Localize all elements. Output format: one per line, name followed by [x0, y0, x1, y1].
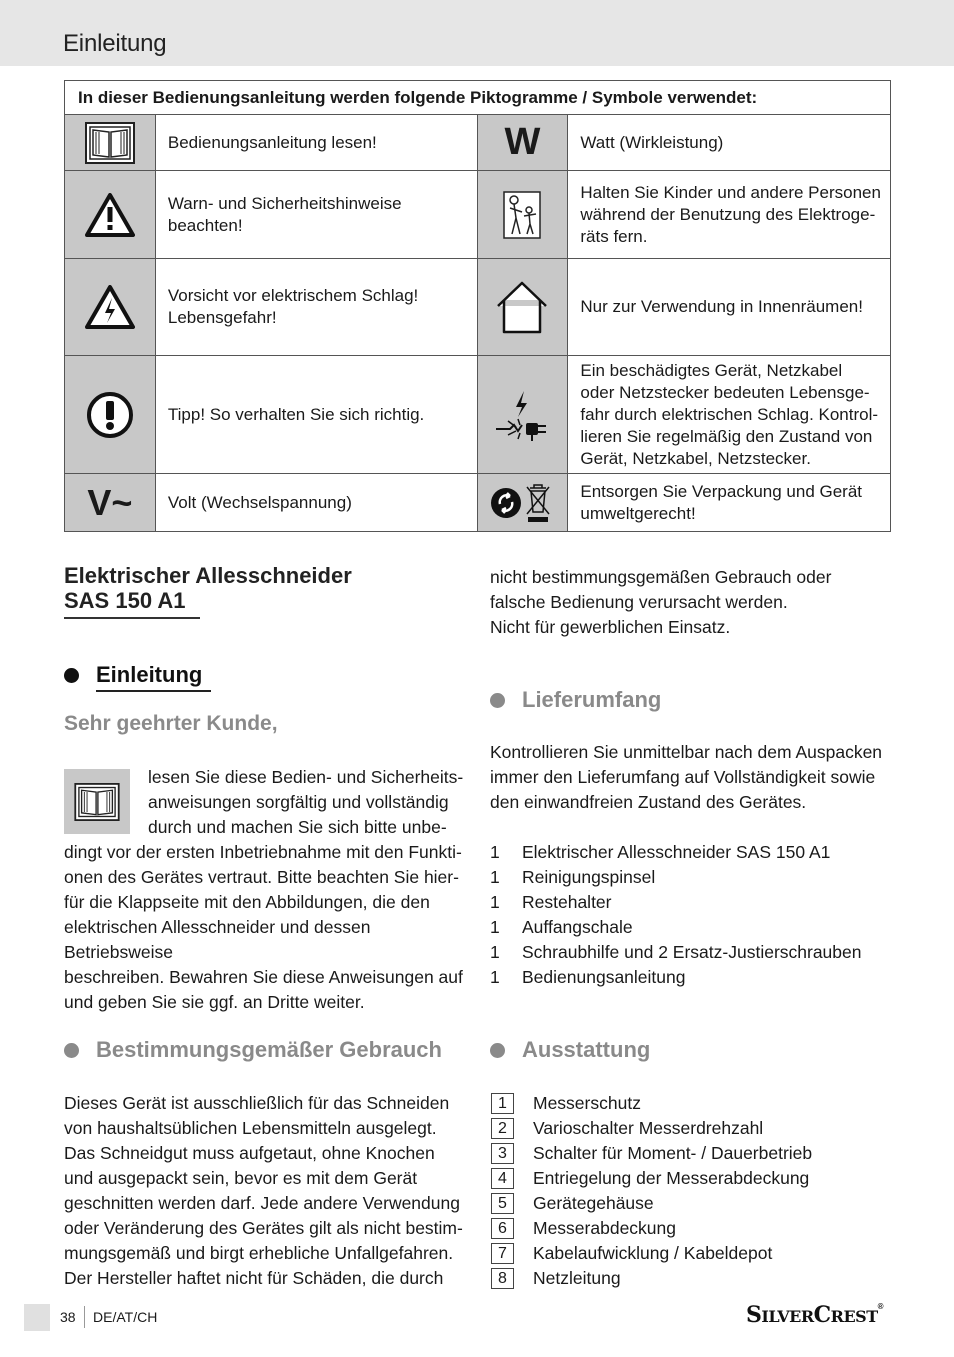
section-heading-features: Ausstattung: [490, 1037, 650, 1063]
symbol-description: Tipp! So verhalten Sie sich richtig.: [156, 356, 478, 473]
symbol-description: Warn- und Sicherheitshinweise beachten!: [156, 171, 478, 258]
title-underline: [64, 617, 200, 619]
list-item: 3 Schalter für Moment- / Dauerbetrieb: [491, 1141, 901, 1166]
list-item: 1 Elektrischer Allesschneider SAS 150 A1: [490, 842, 831, 862]
symbol-row: [65, 259, 890, 356]
section-heading-intended-use: Bestimmungsgemäßer Gebrauch: [64, 1037, 442, 1063]
list-item: 7 Kabelaufwicklung / Kabeldepot: [491, 1241, 901, 1266]
symbol-description: Nur zur Verwendung in Innenräumen!: [580, 297, 863, 316]
book-icon: [64, 769, 130, 834]
bullet-icon: [490, 693, 505, 708]
symbol-description: Bedienungsanleitung lesen!: [156, 115, 478, 170]
recycling-disposal-icon: [478, 474, 569, 531]
bullet-icon: [490, 1043, 505, 1058]
book-icon: [65, 115, 156, 170]
list-item: 1 Restehalter: [490, 892, 612, 912]
language-code: DE/AT/CH: [93, 1309, 158, 1325]
list-item: 8 Netzleitung: [491, 1266, 901, 1291]
footer-marker: [24, 1304, 50, 1331]
symbol-row: [65, 171, 890, 259]
page-number: 38: [60, 1309, 76, 1325]
section-heading-delivery: Lieferumfang: [490, 687, 661, 713]
list-item: 1 Schraubhilfe und 2 Ersatz-Justierschrauben: [490, 942, 862, 962]
bullet-icon: [64, 668, 79, 683]
delivery-list: [490, 840, 900, 990]
warning-triangle-icon: [65, 171, 156, 258]
list-item: 1 Messerschutz: [491, 1091, 901, 1116]
symbol-description: Volt (Wechselspannung): [156, 474, 478, 531]
symbol-description: Vorsicht vor elektrischem Schlag! Lebensgefahr!: [156, 259, 478, 355]
symbol-description: Halten Sie Kinder und andere Personen während der Benutzung des Elektroge- räts fern.: [580, 182, 881, 246]
symbol-row: [65, 356, 890, 474]
footer-divider: [84, 1306, 85, 1328]
symbol-row: [65, 474, 890, 531]
features-list: [491, 1091, 901, 1291]
list-item: 1 Reinigungspinsel: [490, 867, 656, 887]
product-title: Elektrischer Allesschneider SAS 150 A1: [64, 563, 352, 613]
symbol-description: Watt (Wirkleistung): [580, 132, 724, 152]
watt-icon: W: [478, 115, 569, 170]
keep-children-away-icon: [478, 171, 569, 258]
tip-exclamation-icon: [65, 356, 156, 473]
delivery-text: Kontrollieren Sie unmittelbar nach dem Auspacken immer den Lieferumfang auf Vollständigkeit sowie den einwandfreien Zustand des Gerätes.: [490, 742, 883, 812]
list-item: 6 Messerabdeckung: [491, 1216, 901, 1241]
greeting: Sehr geehrter Kunde,: [64, 712, 278, 735]
list-item: 4 Entriegelung der Messerabdeckung: [491, 1166, 901, 1191]
bullet-icon: [64, 1043, 79, 1058]
list-item: 2 Varioschalter Messerdrehzahl: [491, 1116, 901, 1141]
page-header-title: Einleitung: [63, 30, 167, 57]
intended-use-text-continued: nicht bestimmungsgemäßen Gebrauch oder falsche Bedienung verursacht werden. Nicht für gewerblichen Einsatz.: [490, 567, 832, 637]
electric-shock-icon: [65, 259, 156, 355]
symbol-description: Entsorgen Sie Verpackung und Gerät umweltgerecht!: [580, 481, 863, 523]
list-item: 5 Gerätegehäuse: [491, 1191, 901, 1216]
brand-logo: SILVERCREST®: [746, 1302, 884, 1328]
symbol-description: Ein beschädigtes Gerät, Netzkabel oder Netzstecker bedeuten Lebensge- fahr durch elektrischen Schlag. Kontrol- lieren Sie regelmäßig den Zustand von Gerät, Netzkabel, Netzstecker.: [580, 360, 879, 468]
volt-ac-icon: V~: [65, 474, 156, 531]
symbol-table-caption: In dieser Bedienungsanleitung werden folgende Piktogramme / Symbole verwendet:: [65, 81, 890, 115]
house-icon: [478, 259, 569, 355]
intro-text: dingt vor der ersten Inbetriebnahme mit den Funkti- onen des Gerätes vertraut. Bitte beachten Sie hier- für die Klappseite mit den Abbildungen, die den elektrischen Allesschneider und dessen Betriebsweise beschreiben. Bewahren Sie diese Anweisungen auf und geben Sie sie ggf. an Dritte weiter.: [64, 842, 463, 1012]
symbol-row: [65, 115, 890, 171]
section-heading-intro: Einleitung: [64, 662, 202, 688]
symbol-table: [64, 80, 891, 532]
intended-use-text: Dieses Gerät ist ausschließlich für das Schneiden von haushaltsüblichen Lebensmitteln ausgelegt. Das Schneidgut muss aufgetaut, ohne Knochen und ausgepackt sein, bevor es mit dem Gerät geschnitten werden darf. Jede andere Verwendung oder Veränderung des Gerätes gilt als nicht bestim- mungsgemäß und birgt erhebliche Unfallgefahren. Der Hersteller haftet nicht für Schäden, die durch: [64, 1093, 463, 1288]
list-item: 1 Auffangschale: [490, 917, 633, 937]
heading-underline: [96, 690, 211, 692]
intro-text-wrapped: lesen Sie diese Bedien- und Sicherheits- anweisungen sorgfältig und vollständig durch und machen Sie sich bitte unbe-: [148, 767, 464, 837]
list-item: 1 Bedienungsanleitung: [490, 967, 686, 987]
damaged-plug-icon: [478, 356, 569, 473]
